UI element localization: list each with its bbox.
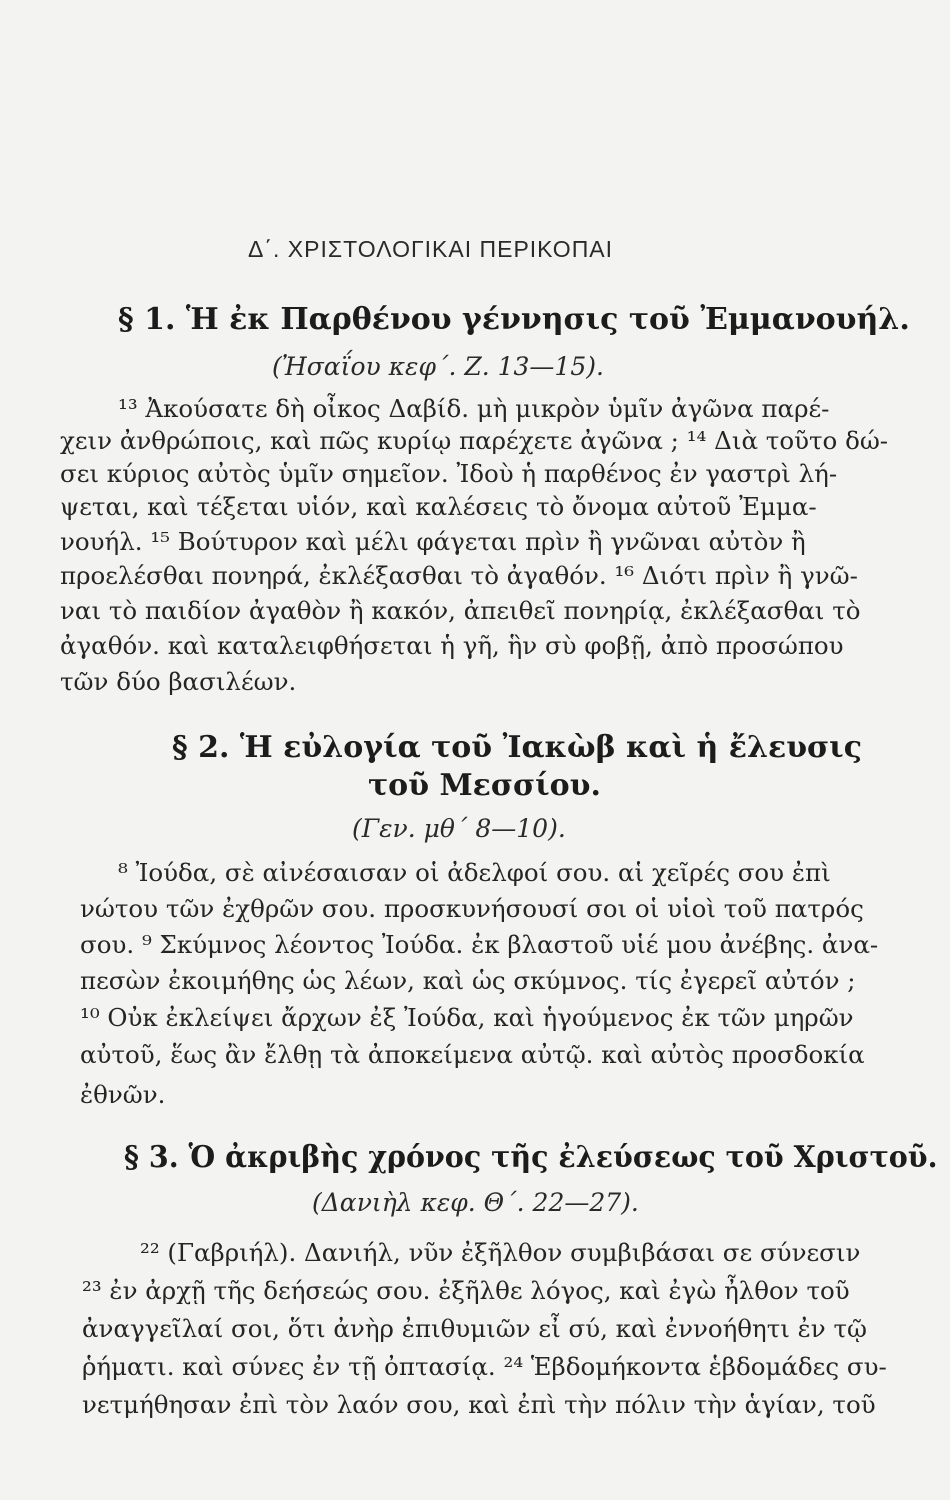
- section-2-line: ἐθνῶν.: [80, 1080, 166, 1109]
- section-3-line: ἀναγγεῖλαί σοι, ὅτι ἀνὴρ ἐπιθυμιῶν εἶ σύ, καὶ ἐννοήθητι ἐν τῷ: [82, 1314, 868, 1343]
- section-2-line: αὐτοῦ, ἕως ἂν ἔλθῃ τὰ ἀποκείμενα αὐτῷ. καὶ αὐτὸς προσδοκία: [80, 1040, 865, 1069]
- section-1-line: προελέσθαι πονηρά, ἐκλέξασθαι τὸ ἀγαθόν. ¹⁶ Διότι πρὶν ἢ γνῶ-: [60, 561, 858, 590]
- section-2-line: πεσὼν ἐκοιμήθης ὡς λέων, καὶ ὡς σκύμνος. τίς ἐγερεῖ αὐτόν ;: [80, 966, 856, 995]
- section-3-title: § 3. Ὁ ἀκριβὴς χρόνος τῆς ἐλεύσεως τοῦ Χριστοῦ.: [124, 1140, 938, 1175]
- section-2-title-continued: τοῦ Μεσσίου.: [368, 768, 601, 803]
- section-2-line: ⁸ Ἰούδα, σὲ αἰνέσαισαν οἱ ἀδελφοί σου. αἱ χεῖρές σου ἐπὶ: [118, 858, 831, 887]
- section-2-title: § 2. Ἡ εὐλογία τοῦ Ἰακὼβ καὶ ἡ ἔλευσις: [172, 730, 862, 765]
- section-3-line: νετμήθησαν ἐπὶ τὸν λαόν σου, καὶ ἐπὶ τὴν πόλιν τὴν ἁγίαν, τοῦ: [82, 1390, 876, 1419]
- section-1-line: νουήλ. ¹⁵ Βούτυρον καὶ μέλι φάγεται πρὶν ἢ γνῶναι αὐτὸν ἢ: [60, 527, 806, 556]
- section-3-line: ῥήματι. καὶ σύνες ἐν τῇ ὀπτασίᾳ. ²⁴ Ἑβδομήκοντα ἑβδομάδες συ-: [82, 1352, 887, 1381]
- section-1-line: ¹³ Ἀκούσατε δὴ οἶκος Δαβίδ. μὴ μικρὸν ὑμῖν ἀγῶνα παρέ-: [118, 394, 830, 423]
- section-2-line: σου. ⁹ Σκύμνος λέοντος Ἰούδα. ἐκ βλαστοῦ υἱέ μου ἀνέβης. ἀνα-: [80, 930, 879, 959]
- section-2-line: νώτου τῶν ἐχθρῶν σου. προσκυνήσουσί σοι οἱ υἱοὶ τοῦ πατρός: [80, 894, 864, 923]
- chapter-heading: Δ΄. ΧΡΙΣΤΟΛΟΓΙΚΑΙ ΠΕΡΙΚΟΠΑΙ: [248, 236, 614, 262]
- section-1-line: ψεται, καὶ τέξεται υἱόν, καὶ καλέσεις τὸ ὄνομα αὐτοῦ Ἐμμα-: [60, 492, 817, 521]
- section-1-line: τῶν δύο βασιλέων.: [60, 667, 297, 696]
- section-1-source: (Ἠσαΐου κεφ΄. Ζ. 13—15).: [272, 352, 604, 381]
- section-1-line: ἀγαθόν. καὶ καταλειφθήσεται ἡ γῆ, ἣν σὺ φοβῇ, ἀπὸ προσώπου: [60, 631, 844, 660]
- section-1-line: σει κύριος αὐτὸς ὑμῖν σημεῖον. Ἰδοὺ ἡ παρθένος ἐν γαστρὶ λή-: [60, 459, 838, 488]
- section-3-line: ²³ ἐν ἀρχῇ τῆς δεήσεώς σου. ἐξῆλθε λόγος, καὶ ἐγὼ ἦλθον τοῦ: [82, 1276, 850, 1305]
- section-2-line: ¹⁰ Οὐκ ἐκλείψει ἄρχων ἐξ Ἰούδα, καὶ ἡγούμενος ἐκ τῶν μηρῶν: [80, 1003, 854, 1032]
- section-2-source: (Γεν. μθ΄ 8—10).: [352, 814, 566, 843]
- section-1-line: χειν ἀνθρώποις, καὶ πῶς κυρίῳ παρέχετε ἀγῶνα ; ¹⁴ Διὰ τοῦτο δώ-: [60, 426, 889, 455]
- section-1-line: ναι τὸ παιδίον ἀγαθὸν ἢ κακόν, ἀπειθεῖ πονηρίᾳ, ἐκλέξασθαι τὸ: [60, 596, 861, 625]
- section-1-title: § 1. Ἡ ἐκ Παρθένου γέννησις τοῦ Ἐμμανουήλ.: [118, 302, 910, 337]
- section-3-line: ²² (Γαβριήλ). Δανιήλ, νῦν ἐξῆλθον συμβιβάσαι σε σύνεσιν: [140, 1238, 861, 1267]
- section-3-source: (Δανιὴλ κεφ. Θ΄. 22—27).: [312, 1188, 639, 1217]
